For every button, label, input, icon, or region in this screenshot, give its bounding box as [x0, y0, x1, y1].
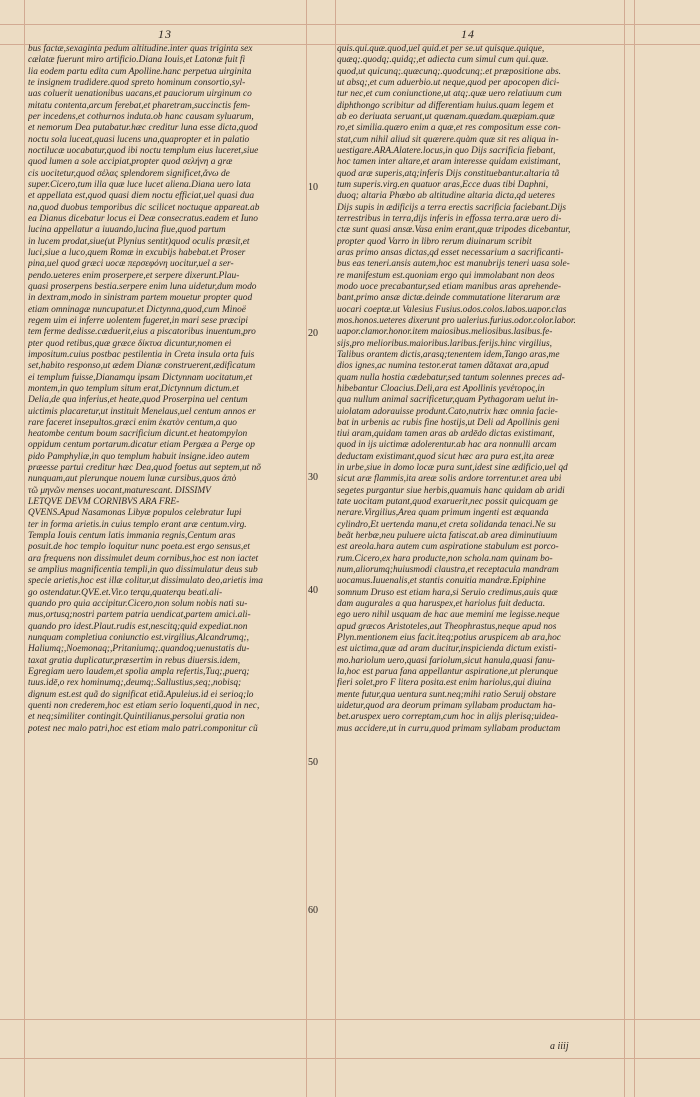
left-text-column: [28, 44, 304, 735]
line-number: 50: [308, 757, 318, 768]
ruling-line: [0, 1019, 700, 1020]
text-line: mitatu contenta,arcum ferebat,et pharetram,succinctis fem-: [28, 100, 251, 111]
text-line: deductam existimant,quod sicut hæc ara pura est,ita areæ: [337, 451, 555, 462]
text-line: etiam omninagæ nuncupatur.et Dictynna,quod,cum Minoë: [28, 304, 246, 315]
text-line: set,habito responso,ut ædem Dianæ construerent,ædificatum: [28, 361, 256, 372]
line-number: 30: [308, 472, 318, 483]
text-line: te insignem tradidere.quod spreto hominum consortio,syl-: [28, 77, 246, 88]
text-line: et appellata est,quod quasi diem noctu efficiat,uel quasi dua: [28, 191, 255, 202]
text-line: noctilucæ uocabatur,quod ibi noctu templum eius luceret,siue: [28, 145, 259, 156]
text-line: oppidum centum portarum.dicatur etiam Pergæa a Perge op: [28, 440, 255, 451]
text-line: Plyn.mentionem eius facit.iteq;potius aruspicem ab ara,hoc: [337, 633, 561, 644]
text-line: in urbe,siue in domo locæ pura sunt,idest sine ædificio,uel qd: [337, 463, 568, 474]
ruling-line: [306, 0, 307, 1097]
text-line: mo.hariolum uero,quasi fariolum,sicut hanula,quasi fanu-: [337, 655, 555, 666]
text-line: noctu sola luceat,quasi lucens una,quapropter et in palatio: [28, 134, 250, 145]
text-line: ea Dianus dicebatur locus ei Deæ consecratus.eadem et Iuno: [28, 213, 258, 224]
text-line: pido Pamphyliæ,in quo templum habuit insigne.ideo autem: [28, 451, 250, 462]
ruling-line: [335, 0, 336, 1097]
text-line: ei templum fuisse,Dianamqu ipsam Dictynnam uocitatum,et: [28, 372, 253, 383]
text-line: lia eodem partu edita cum Apolline.hanc perpetua uirginita: [28, 66, 252, 77]
text-line: mus,ortusq;nostri partem patria uendicat,partem amici.ali-: [28, 610, 251, 621]
text-line: montem,in quo templum situm erat,Dictynnum dictum.et: [28, 383, 239, 394]
text-line: pina,uel quod græci uocæ περσεφόνη uocitur,uel a ser-: [28, 259, 234, 270]
text-line: nunquam completiua coniunctio est.virgilius,Alcandrumq;,: [28, 633, 249, 644]
text-line: quæq;.quodq;.quidq;,et adiecta cum simul cum qui.quæ.: [337, 55, 549, 66]
text-line: in lucem prodat,siue(ut Plynius sentit)quod oculis præsit,et: [28, 236, 250, 247]
text-line: duoq; altaria Phœbo ab altitudine altaria dicta,qd ueteres: [337, 191, 555, 202]
text-line: ro,et similia.quæro enim a quæ,et res compositum esse con-: [337, 123, 561, 134]
text-line: rum.Cicero,ex hara producte,non schola.nam quinam bo-: [337, 553, 553, 564]
text-line: rare faceret insepultos.græci enim ἑκατὸν centum,a quo: [28, 417, 237, 428]
text-line: stat,cum nihil aliud sit quærere.quàm quæ sit res aliqua in-: [337, 134, 559, 145]
text-line: la,hoc est parua fana appellantur aspiratione,ut plerunque: [337, 667, 558, 678]
text-line: τῶ μηνῶν menses uocant,maturescant. DISSIMV: [28, 485, 211, 496]
text-line: potest nec malo patri,hoc est etiam malo patri.componitur cũ: [28, 723, 258, 734]
text-line: quod in ijs uictimæ adolerentur.ab hac ara nonnulli arcam: [337, 440, 557, 451]
text-line: specie arietis,hoc est illæ colitur,ut dissimulato deo,arietis ima: [28, 576, 263, 587]
text-line: mos.honos.ueteres dixerunt pro ualerius.furius.odor.color.labor.: [337, 315, 576, 326]
text-line: bus factæ,sexaginta pedum altitudine.inter quas triginta sex: [28, 44, 253, 54]
text-line: quod lumen a sole accipiat,propter quod σελήνη a græ: [28, 157, 233, 168]
text-line: præesse partui creditur hæc Dea,quod foetus aut septem,ut nõ: [28, 463, 261, 474]
text-line: tate uocitam putant,quod exaruerit,nec possit quicquam ge: [337, 497, 558, 508]
text-line: luci,siue a luco,quem Romæ in excubijs habebat.et Proser: [28, 247, 246, 258]
text-line: uiolatam adorauisse produnt.Cato,nutrix hæc omnia facie-: [337, 406, 558, 417]
text-line: super.Cicero,tum illa quæ luce lucet aliena.Diana uero lata: [28, 179, 251, 190]
text-line: heatombe centum boum sacrificium dicunt.et heatompylon: [28, 429, 248, 440]
signature-mark: a iiij: [550, 1041, 569, 1052]
text-line: cylindro,Et uertenda manu,et creta solidanda tenaci.Ne su: [337, 519, 556, 530]
text-line: nerare.Virgilius,Area quam primum ingenti est æquanda: [337, 508, 549, 519]
text-line: pendo.ueteres enim proserpere,et serpere dixerunt.Plau-: [28, 270, 240, 281]
text-line: diphthongo scribitur ad differentiam huius.quam legem et: [337, 100, 554, 111]
text-line: somnum Druso est etiam hara,si Seruio credimus,auis quæ: [337, 587, 558, 598]
text-line: bant,primo ansæ dictæ.deinde commutatione literarum aræ: [337, 293, 561, 304]
text-line: uocari coeptæ.ut Valesius Fusius.odos.colos.labos.uapor.clas: [337, 304, 567, 315]
text-line: pter quod retibus,quæ græce δίκτυα dicuntur,nomen ei: [28, 338, 232, 349]
text-line: hibebantur Cloacius.Deli,ara est Apollinis γενέτορος,in: [337, 383, 545, 394]
line-number: 10: [308, 182, 318, 193]
text-line: bet.aruspex uero correptam,cum hoc in alijs plerisq;uidea-: [337, 712, 559, 723]
text-line: Talibus orantem dictis,arasq;tenentem idem,Tango aras,me: [337, 349, 560, 360]
text-line: per incedens,et cothurnos induta.ob hanc causam syluarum,: [28, 111, 254, 122]
text-line: quis.qui.quæ.quod,uel quid.et per se.ut quisque.quique,: [337, 44, 545, 54]
text-line: go ostendatur.QVE.et.Vir.o terqu,quaterqu beati.ali-: [28, 587, 223, 598]
text-line: et neq;similiter contingit.Quintilianus,persolui gratia non: [28, 712, 245, 723]
ruling-line: [24, 0, 25, 1097]
text-line: mus accidere,ut in curru,quod primam syllabam productam: [337, 723, 561, 734]
text-line: mente futur,qua uentura sunt.neq;mihi ratio Seruij obstare: [337, 689, 556, 700]
text-line: tur nec,et cum coniunctione,ut atq;.quæ uero relatiuum cum: [337, 89, 562, 100]
text-line: et nemorum Dea putabatur.hæc creditur luna esse dicta,quod: [28, 123, 258, 134]
text-line: quenti non crederem,hoc est etiam serio loquenti,quod in nec,: [28, 701, 260, 712]
text-line: taxat gratia duplicatur,præsertim in rebus diuersis.idem,: [28, 655, 241, 666]
text-line: cælatæ fuerunt miro artificio.Diana Iouis,et Latonæ fuit fi: [28, 55, 246, 66]
text-line: quando pro idest.Plaut.rudis est,nescitq;quid expediat.non: [28, 621, 248, 632]
text-line: sicut aræ flammis,ita areæ solis ardore torrentur.et area ubi: [337, 474, 562, 485]
text-line: uas coluerit uenationibus uacans,et pauciorum uirginum co: [28, 89, 252, 100]
text-line: quam nulla hostia cædebatur,sed tantum solennes preces ad-: [337, 372, 565, 383]
text-line: regem uim ei inferre uolentem fugeret,in mari sese præcipi: [28, 315, 249, 326]
text-line: segetes purgantur siue herbis,quamuis hanc quidam ab aridi: [337, 485, 565, 496]
text-line: ara frequens non dissimulet deum cornibus,hoc est non iactet: [28, 553, 259, 564]
text-line: QVENS.Apud Nasamonas Libyæ populos celebratur Iupi: [28, 508, 242, 519]
text-line: tiui aram,quidam tamen aras ab ardēdo dictas existimant,: [337, 429, 555, 440]
text-line: bat in urbenis ac rubis fine hostijs,ut Deli ad Apollinis geni: [337, 417, 560, 428]
text-line: tuus.idē,o rex hominumq;,deumq;.Sallustius,seq;,nobisq;: [28, 678, 242, 689]
text-line: tem ferme dedisse.cæduerit,eius a piscatoribus inuentum,pro: [28, 327, 256, 338]
page-number-right: 14: [461, 27, 475, 41]
text-line: modo uoce precabantur,sed etiam manibus aras aprehende-: [337, 281, 562, 292]
text-line: quando pro quia accipitur.Cicero,non solum nobis nati su-: [28, 599, 248, 610]
text-line: uocamus.Iuuenalis,et stantis conuitia mandræ.Epiphine: [337, 576, 546, 587]
text-line: nunquam,aut plerunque nouem lunæ cursibus,quos ἀπὸ: [28, 474, 237, 485]
text-line: na,quod duobus temporibus dic scilicet noctuque appareat.ab: [28, 202, 260, 213]
text-line: quod aræ superis,atq;inferis Dijs constituebantur.altaria tã: [337, 168, 560, 179]
text-line: est areola.hara autem cum aspiratione stabulum est porco-: [337, 542, 559, 553]
text-line: dios ignes,ac numina testor.erat tamen dãtaxat ara,apud: [337, 361, 549, 372]
text-line: uapor.clamor.honor.item maiosibus.meliosibus.lasibus.fe-: [337, 327, 553, 338]
text-line: aras primo ansas dictas,qd esset necessarium a sacrificanti-: [337, 247, 564, 258]
text-line: posuit.de hoc templo loquitur nunc poeta.est ergo sensus,et: [28, 542, 251, 553]
text-line: dignum est.est quã do significat etiã.Apuleius.id ei serioq;lo: [28, 689, 254, 700]
text-line: Dijs supis in ædificijs a terra erectis sacrificia faciebant.Dijs: [337, 202, 567, 213]
text-line: LETQVE DEVM CORNIBVS ARA FRE-: [28, 497, 180, 508]
text-line: propter quod Varro in libro rerum diuinarum scribit: [337, 236, 532, 247]
text-line: ut absq;,et cum aduerbio.ut neque,quod per apocopen dici-: [337, 77, 560, 88]
line-number: 60: [308, 905, 318, 916]
text-line: qua nullum animal sacrificetur,quam Pythagoram uelut in-: [337, 395, 559, 406]
ruling-line: [0, 24, 700, 25]
text-line: Delia,de qua inferius,et heate,quod Proserpina uel centum: [28, 395, 248, 406]
ruling-line: [634, 0, 635, 1097]
text-line: se amplius magnificentia templi,in quo dissimulatur deus sub: [28, 565, 258, 576]
text-line: cis uocitetur,quod σέλας splendorem significet,ἄνω de: [28, 168, 230, 179]
right-text-column: [337, 44, 620, 735]
text-line: quasi proserpens bestia.serpere enim luna uidetur,dum modo: [28, 281, 257, 292]
text-line: terrestribus in terra,dijs inferis in effossa terra.aræ uero di-: [337, 213, 562, 224]
text-line: sijs,pro melioribus.maioribus.laribus.ferijs.hinc virgilius,: [337, 338, 552, 349]
text-line: num,aliorumq;huiusmodi claustra,et receptacula mandram: [337, 565, 559, 576]
page-number-left: 13: [158, 27, 172, 41]
text-line: lucina appellatur a iuuando,lucina fiue,quod partum: [28, 225, 226, 236]
text-line: Haliumq;,Noemonaq;,Pritaniumq;.quandoq;uenustatis du-: [28, 644, 250, 655]
text-line: hoc tamen inter altare,et aram interesse quidam existimant,: [337, 157, 561, 168]
text-line: uidetur,quod ara deorum primam syllabam productam ha-: [337, 701, 556, 712]
text-line: Templa Iouis centum latis immania regnis,Centum aras: [28, 531, 236, 542]
text-line: Egregiam uero laudem,et spolia ampla refertis,Tuq;,puerq;: [28, 667, 250, 678]
text-line: bus eas teneri.ansis autem,hoc est manubrijs teneri uasa sole-: [337, 259, 570, 270]
text-line: impositum.cuius postbac pestilentia in Creta insula orta fuis: [28, 349, 255, 360]
ruling-line: [0, 1058, 700, 1059]
line-number: 40: [308, 585, 318, 596]
text-line: re manifestum est.quoniam ergo qui immolabant non deos: [337, 270, 555, 281]
text-line: quod,ut quicunq;.quæcunq;.quodcunq;.et præpositione abs.: [337, 66, 561, 77]
text-line: fieri solet,pro F litera posita.est enim hariolus,qui diuina: [337, 678, 552, 689]
text-line: ab eo deriuata seruant,ut quænam.quædam.quæpiam.quæ: [337, 111, 555, 122]
text-line: ctæ sunt quasi ansæ.Vasa enim erant,quæ tripodes dicebantur,: [337, 225, 571, 236]
text-line: apud græcos Aristoteles,aut Theophrastus,neque apud nos: [337, 621, 557, 632]
text-line: beãt herbæ,neu puluere uicta fatiscat.ab area diminutiuum: [337, 531, 558, 542]
line-number: 20: [308, 328, 318, 339]
text-line: ego uero nihil usquam de hac aue meminí me legisse.neque: [337, 610, 560, 621]
text-line: uictimis placaretur,ut instituit Menelaus,uel centum annos er: [28, 406, 256, 417]
text-line: ter in forma arietis.in cuius templo erant aræ centum.virg.: [28, 519, 247, 530]
ruling-line: [624, 0, 625, 1097]
text-line: tum superis.virg.en quatuor aras,Ecce duas tibi Daphni,: [337, 179, 549, 190]
text-line: in dextram,modo in sinistram partem mouetur propter quod: [28, 293, 253, 304]
text-line: est uictima,quæ ad aram ducitur,inspicienda dictum existi-: [337, 644, 557, 655]
text-line: dam augurales a qua haruspex,et hariolus fuit deducta.: [337, 599, 546, 610]
text-line: uestigare.ARA.Alatere.locus,in quo Dijs sacrificia fiebant,: [337, 145, 556, 156]
